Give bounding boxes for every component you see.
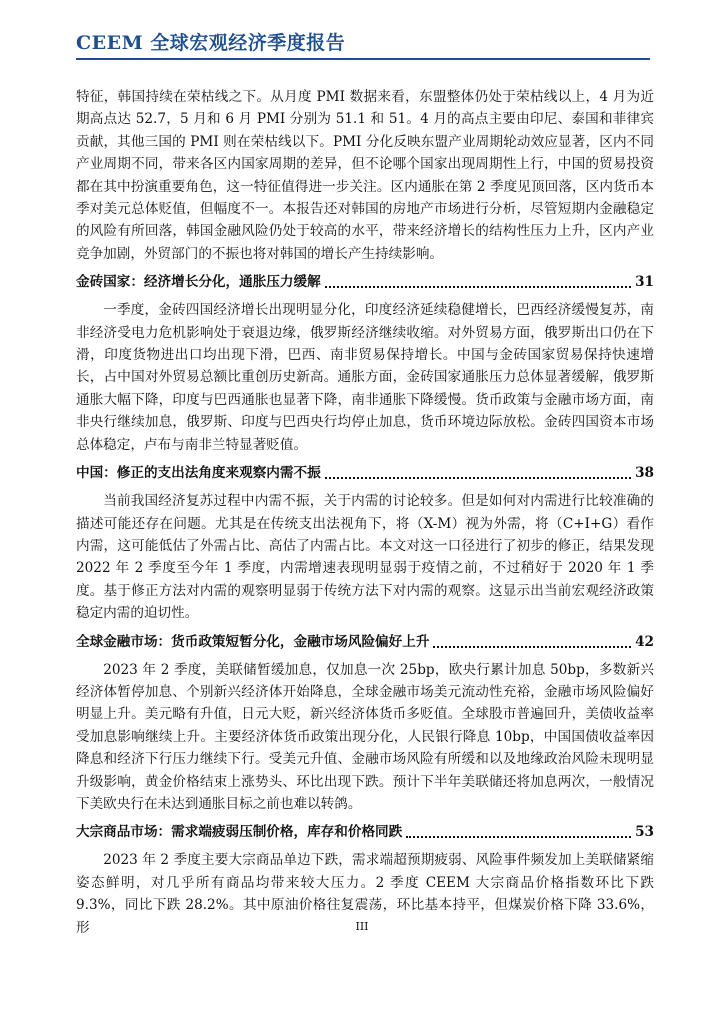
- toc-entry-brics[interactable]: [76, 271, 654, 293]
- toc-page-number: 53: [635, 824, 654, 841]
- toc-entry-commodities[interactable]: [76, 821, 654, 843]
- dot-leader: [433, 646, 631, 648]
- toc-entry-global-financial-markets[interactable]: [76, 631, 654, 653]
- section-summary-brics: 一季度，金砖四国经济增长出现明显分化，印度经济延续稳健增长，巴西经济缓慢复苏，南非经济受电力危机影响处于衰退边缘，俄罗斯经济继续收缩。对外贸易方面，俄罗斯出口仍在下滑，印度货物进出口均出现下滑，巴西、南非贸易保持增长。中国与金砖国家贸易保持快速增长，占中国对外贸易总额比重创历史新高。通胀方面，金砖国家通胀压力总体显著缓解，俄罗斯通胀大幅下降，印度与巴西通胀也显著下降，南非通胀下降缓慢。货币政策与金融市场方面，南非央行继续加息，俄罗斯、印度与巴西央行均停止加息，货币环境边际放松。金砖四国资本市场总体稳定，卢布与南非兰特显著贬值。: [76, 302, 654, 453]
- page-number: III: [355, 920, 369, 933]
- toc-page-number: 38: [635, 465, 654, 482]
- dot-leader: [325, 477, 631, 479]
- section-summary-financial-markets: 2023 年 2 季度，美联储暂缓加息，仅加息一次 25bp，欧央行累计加息 50bp，多数新兴经济体暂停加息、个别新兴经济体开始降息，全球金融市场美元流动性充裕，金融市场风险偏好明显上升。美元略有升值，日元大贬，新兴经济体货币多贬值。全球股市普遍回升，美债收益率受加息影响继续上升。主要经济体货币政策出现分化，人民银行降息 10bp，中国国债收益率因降息和经济下行压力继续下行。受美元升值、金融市场风险有所缓和以及地缘政治风险未现明显升级影响，黄金价格结束上涨势头、环比出现下跌。预计下半年美联储还将加息两次，一般情况下美欧央行在未达到通胀目标之前也难以转鸽。: [76, 661, 654, 812]
- toc-entry-china[interactable]: [76, 462, 654, 484]
- page-header: [0, 0, 724, 60]
- page-content: [76, 86, 654, 939]
- dot-leader: [406, 836, 631, 838]
- header-divider: [76, 58, 650, 60]
- report-title: CEEM 全球宏观经济季度报告: [76, 32, 346, 54]
- section-summary-china: 当前我国经济复苏过程中内需不振，关于内需的讨论较多。但是如何对内需进行比较准确的描述可能还存在问题。尤其是在传统支出法视角下，将（X-M）视为外需，将（C+I+G）看作内需，这可能低估了外需占比、高估了内需占比。本文对这一口径进行了初步的修正，结果发现 2022 年 2 季度至今年 1 季度，内需增速表现明显弱于疫情之前，不过稍好于 2020 年 1 季度。基于修正方法对内需的观察明显弱于传统方法下对内需的观察。这显示出当前宏观经济政策稳定内需的迫切性。: [76, 493, 654, 622]
- toc-title: 大宗商品市场：需求端疲弱压制价格，库存和价格同跌: [76, 824, 403, 841]
- toc-title: 金砖国家：经济增长分化，通胀压力缓解: [76, 274, 321, 291]
- toc-page-number: 31: [635, 274, 654, 291]
- section-summary-commodities: 2023 年 2 季度主要大宗商品单边下跌，需求端超预期疲弱、风险事件频发加上美联储紧缩姿态鲜明，对几乎所有商品均带来较大压力。2 季度 CEEM 大宗商品价格指数环比下跌 9.3%，同比下跌 28.2%。其中原油价格往复震荡，环比基本持平，但煤炭价格下降 33.6%，形: [76, 852, 654, 936]
- intro-paragraph: 特征，韩国持续在荣枯线之下。从月度 PMI 数据来看，东盟整体仍处于荣枯线以上，4 月为近期高点达 52.7，5 月和 6 月 PMI 分别为 51.1 和 51。4 月的高点主要由印尼、泰国和菲律宾贡献，其他三国的 PMI 则在荣枯线以下。PMI 分化反映东盟产业周期轮动效应显著，区内不同产业周期不同，带来各区内国家周期的差异，但不论哪个国家出现周期性上行，中国的贸易投资都在其中扮演重要角色，这一特征值得进一步关注。区内通胀在第 2 季度见顶回落，区内货币本季对美元总体贬值，但幅度不一。本报告还对韩国的房地产市场进行分析，尽管短期内金融稳定的风险有所回落，韩国金融风险仍处于较高的水平，带来经济增长的结构性压力上升，区内产业竞争加剧，外贸部门的不振也将对韩国的增长产生持续影响。: [76, 89, 654, 262]
- dot-leader: [325, 286, 631, 288]
- toc-page-number: 42: [635, 633, 654, 650]
- toc-title: 全球金融市场：货币政策短暂分化，金融市场风险偏好上升: [76, 633, 430, 650]
- toc-title: 中国：修正的支出法角度来观察内需不振: [76, 465, 321, 482]
